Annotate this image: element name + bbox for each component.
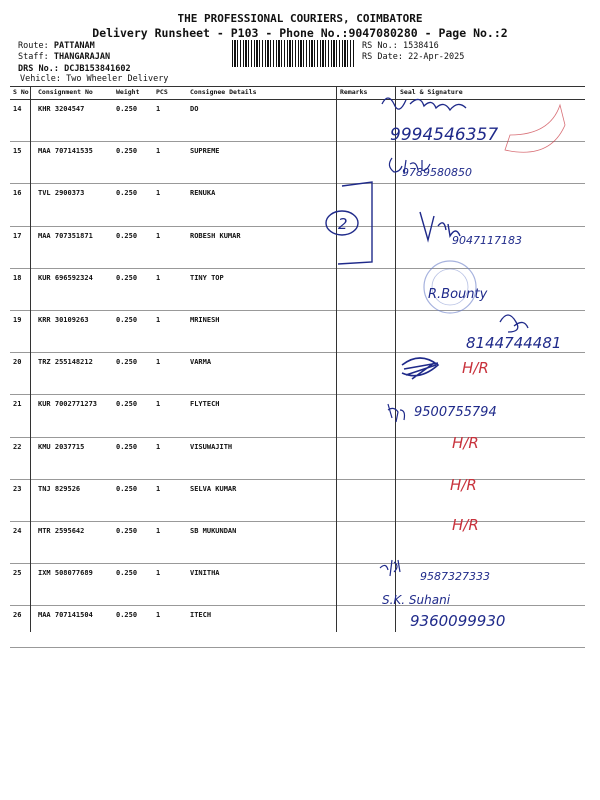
row-weight: 0.250 bbox=[116, 358, 138, 367]
staff-value: THANGARAJAN bbox=[53, 52, 111, 62]
row-weight: 0.250 bbox=[116, 400, 138, 409]
hr-row-20: H/R bbox=[462, 359, 489, 377]
table-row bbox=[10, 100, 585, 142]
table-row bbox=[10, 395, 585, 437]
runsheet-table bbox=[10, 86, 585, 648]
hr-row-23: H/R bbox=[450, 476, 477, 494]
table-row bbox=[10, 227, 585, 269]
row-sno: 25 bbox=[13, 569, 22, 578]
row-consignment-no: TVL 2900373 bbox=[38, 189, 85, 198]
row-consignee: SELVA KUMAR bbox=[190, 484, 237, 493]
signature-row-26: S.K. Suhani bbox=[382, 593, 451, 607]
table-row bbox=[10, 353, 585, 395]
table-row bbox=[10, 438, 585, 480]
row-sno: 14 bbox=[13, 105, 22, 113]
col-weight: Weight bbox=[116, 88, 140, 96]
signature-row-18: R.Bounty bbox=[428, 287, 488, 302]
rs-no-label: RS No.: bbox=[362, 41, 398, 51]
phone-row-21: 9500755794 bbox=[414, 405, 497, 420]
row-sno: 17 bbox=[13, 231, 22, 240]
drs-value: DCJB153841602 bbox=[64, 64, 131, 74]
hr-row-22: H/R bbox=[452, 434, 479, 452]
phone-row-26: 9360099930 bbox=[410, 612, 506, 630]
row-weight: 0.250 bbox=[116, 105, 138, 113]
rs-date-label: RS Date: bbox=[362, 52, 403, 62]
col-divider bbox=[336, 86, 337, 632]
phone-row-19: 8144744481 bbox=[466, 334, 562, 352]
rs-no-line bbox=[362, 41, 439, 51]
row-consignment-no: TNJ 829526 bbox=[38, 484, 81, 493]
row-consignment-no: KRR 30109263 bbox=[38, 315, 89, 324]
company-title: THE PROFESSIONAL COURIERS, COIMBATORE bbox=[177, 12, 423, 25]
row-pcs: 1 bbox=[156, 484, 161, 493]
row-consignment-no: MTR 2595642 bbox=[38, 526, 85, 535]
row-pcs: 1 bbox=[156, 442, 161, 451]
row-weight: 0.250 bbox=[116, 526, 138, 535]
row-weight: 0.250 bbox=[116, 569, 138, 578]
row-consignee: MRINESH bbox=[190, 315, 220, 324]
remarks-circle-number: 2 bbox=[338, 215, 348, 233]
col-signature: Seal & Signature bbox=[400, 88, 463, 96]
table-row bbox=[10, 480, 585, 522]
row-pcs: 1 bbox=[156, 358, 161, 367]
row-pcs: 1 bbox=[156, 273, 161, 282]
row-consignee: VISUWAJITH bbox=[190, 442, 233, 451]
row-weight: 0.250 bbox=[116, 315, 138, 324]
row-consignment-no: KUR 696592324 bbox=[38, 273, 93, 282]
row-pcs: 1 bbox=[156, 189, 161, 198]
table-row bbox=[10, 522, 585, 564]
row-sno: 21 bbox=[13, 400, 22, 409]
row-pcs: 1 bbox=[156, 231, 161, 240]
table-row bbox=[10, 269, 585, 311]
row-pcs: 1 bbox=[156, 105, 161, 113]
row-pcs: 1 bbox=[156, 569, 161, 578]
row-consignment-no: KUR 7002771273 bbox=[38, 400, 98, 409]
drs-line bbox=[18, 64, 131, 74]
row-consignee: DO bbox=[190, 105, 199, 113]
route-line bbox=[18, 41, 95, 51]
col-consignee: Consignee Details bbox=[190, 88, 257, 96]
rs-no-value: 1538416 bbox=[402, 41, 439, 51]
row-consignee: ROBESH KUMAR bbox=[190, 231, 241, 240]
row-consignment-no: MAA 707351871 bbox=[38, 231, 93, 240]
table-row bbox=[10, 142, 585, 184]
row-sno: 26 bbox=[13, 611, 22, 620]
drs-label: DRS No.: bbox=[18, 64, 59, 74]
table-body bbox=[10, 100, 585, 648]
vehicle-label: Vehicle: bbox=[20, 74, 61, 84]
row-pcs: 1 bbox=[156, 147, 161, 156]
row-consignee: SB MUKUNDAN bbox=[190, 526, 237, 535]
staff-line bbox=[18, 52, 110, 62]
table-row bbox=[10, 184, 585, 226]
table-row bbox=[10, 606, 585, 648]
col-consignment: Consignment No bbox=[38, 88, 93, 96]
rs-date-value: 22-Apr-2025 bbox=[408, 52, 465, 62]
col-sno: S No bbox=[13, 88, 29, 96]
barcode bbox=[232, 40, 354, 67]
row-consignee: VARMA bbox=[190, 358, 212, 367]
row-weight: 0.250 bbox=[116, 189, 138, 198]
row-sno: 23 bbox=[13, 484, 22, 493]
row-consignment-no: KHR 3204547 bbox=[38, 105, 85, 113]
row-consignee: ITECH bbox=[190, 611, 212, 620]
phone-row-14: 9994546357 bbox=[390, 125, 499, 145]
row-weight: 0.250 bbox=[116, 442, 138, 451]
phone-row-25: 9587327333 bbox=[420, 570, 490, 583]
col-remarks: Remarks bbox=[340, 88, 368, 96]
row-sno: 15 bbox=[13, 147, 22, 156]
col-pcs: PCS bbox=[156, 88, 168, 96]
row-sno: 18 bbox=[13, 273, 22, 282]
row-consignment-no: KMU 2037715 bbox=[38, 442, 85, 451]
table-row bbox=[10, 311, 585, 353]
table-row bbox=[10, 564, 585, 606]
phone-row-17: 9047117183 bbox=[452, 234, 522, 247]
row-weight: 0.250 bbox=[116, 484, 138, 493]
row-consignment-no: IXM 508077689 bbox=[38, 569, 93, 578]
row-consignee: FLYTECH bbox=[190, 400, 220, 409]
row-consignment-no: MAA 707141504 bbox=[38, 611, 93, 620]
runsheet-subtitle: Delivery Runsheet - P103 - Phone No.:9047080280 - Page No.:2 bbox=[92, 26, 508, 40]
vehicle-value: Two Wheeler Delivery bbox=[66, 74, 169, 84]
row-pcs: 1 bbox=[156, 315, 161, 324]
row-weight: 0.250 bbox=[116, 231, 138, 240]
route-label: Route: bbox=[18, 41, 49, 51]
row-sno: 19 bbox=[13, 315, 22, 324]
row-weight: 0.250 bbox=[116, 273, 138, 282]
row-consignee: SUPREME bbox=[190, 147, 220, 156]
rs-date-line bbox=[362, 52, 464, 62]
row-sno: 16 bbox=[13, 189, 22, 198]
staff-label: Staff: bbox=[18, 52, 49, 62]
route-value: PATTANAM bbox=[53, 41, 95, 51]
phone-row-15: 9789580850 bbox=[402, 166, 472, 179]
col-divider bbox=[30, 86, 31, 632]
row-sno: 22 bbox=[13, 442, 22, 451]
row-weight: 0.250 bbox=[116, 611, 138, 620]
row-sno: 24 bbox=[13, 526, 22, 535]
row-pcs: 1 bbox=[156, 400, 161, 409]
row-pcs: 1 bbox=[156, 526, 161, 535]
hr-row-24: H/R bbox=[452, 516, 479, 534]
row-pcs: 1 bbox=[156, 611, 161, 620]
row-consignment-no: MAA 707141535 bbox=[38, 147, 93, 156]
col-divider bbox=[395, 86, 396, 632]
table-header bbox=[10, 86, 585, 100]
row-consignee: RENUKA bbox=[190, 189, 216, 198]
row-consignee: TINY TOP bbox=[190, 273, 224, 282]
vehicle-line bbox=[20, 74, 168, 84]
row-sno: 20 bbox=[13, 358, 22, 367]
row-consignment-no: TRZ 255148212 bbox=[38, 358, 93, 367]
row-consignee: VINITHA bbox=[190, 569, 220, 578]
row-weight: 0.250 bbox=[116, 147, 138, 156]
